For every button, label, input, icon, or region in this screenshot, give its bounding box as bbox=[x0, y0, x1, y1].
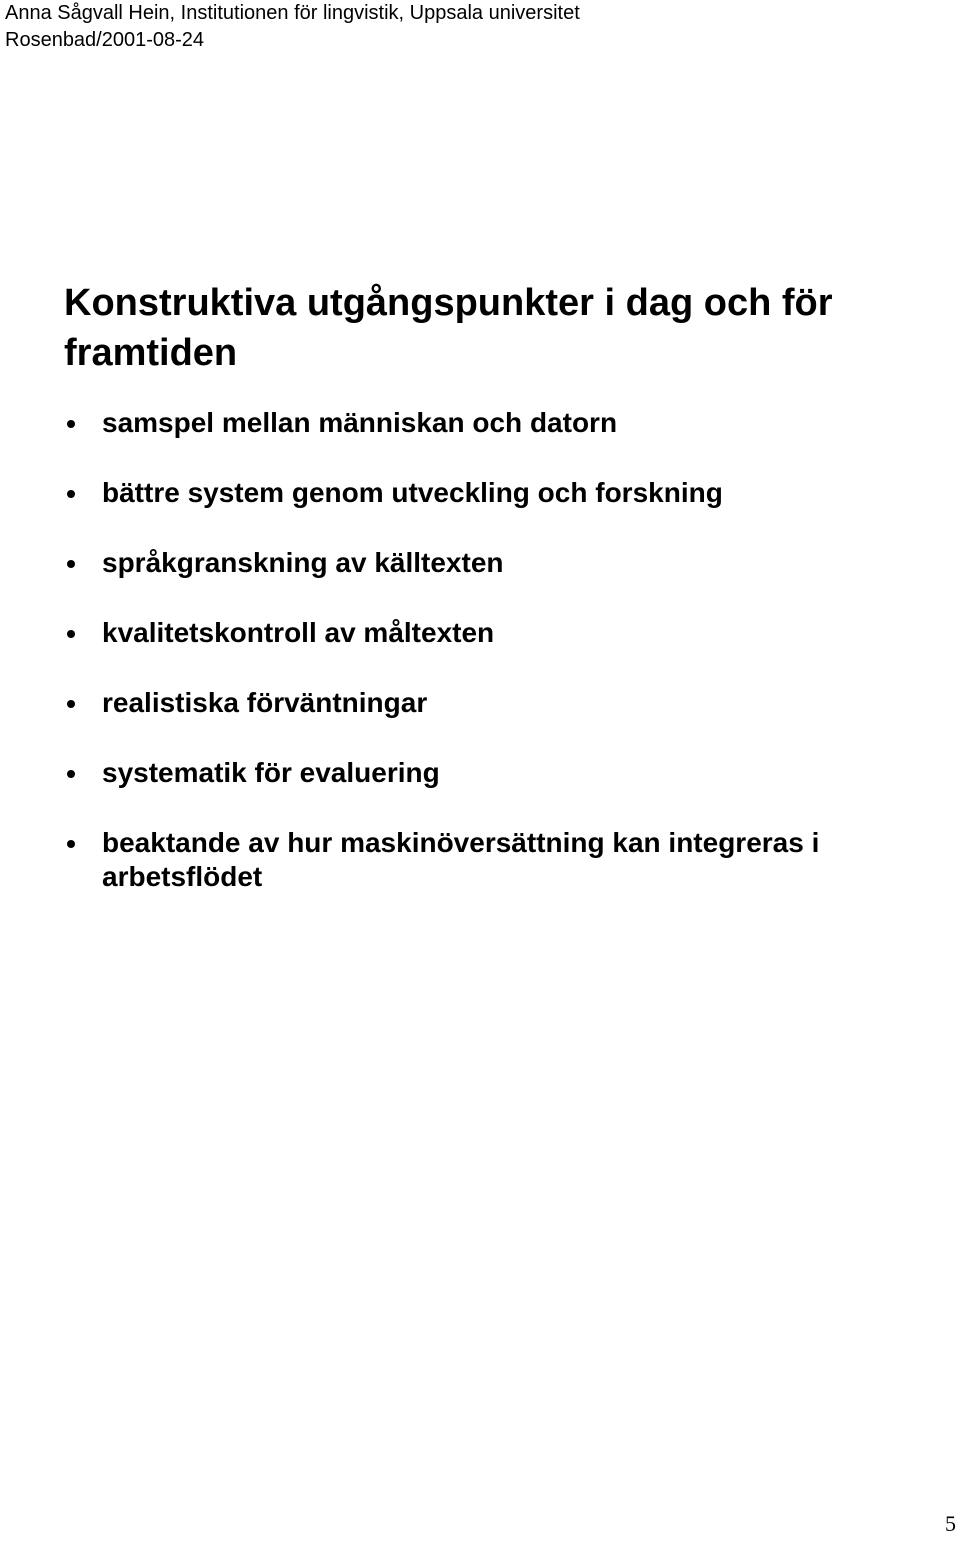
bullet-list bbox=[0, 406, 960, 930]
page-title: Konstruktiva utgångspunkter i dag och för framtiden bbox=[64, 282, 833, 374]
bullet-text: beaktande av hur maskinöversättning kan integreras i arbetsflödet bbox=[102, 827, 820, 892]
bullet-text: språkgranskning av källtexten bbox=[102, 547, 504, 578]
page-number: 5 bbox=[945, 1511, 956, 1536]
header-author-line: Anna Sågvall Hein, Institutionen för lingvistik, Uppsala universitet bbox=[5, 2, 580, 24]
page-header bbox=[5, 0, 580, 54]
bullet-item bbox=[0, 406, 960, 440]
bullet-text: systematik för evaluering bbox=[102, 757, 440, 788]
bullet-icon bbox=[67, 490, 75, 498]
bullet-icon bbox=[67, 840, 75, 848]
header-date-line: Rosenbad/2001-08-24 bbox=[5, 29, 205, 51]
bullet-text: realistiska förväntningar bbox=[102, 687, 428, 718]
bullet-item bbox=[0, 686, 960, 720]
bullet-text: samspel mellan människan och datorn bbox=[102, 407, 618, 438]
bullet-item bbox=[0, 756, 960, 790]
bullet-item bbox=[0, 616, 960, 650]
bullet-item bbox=[0, 826, 960, 894]
bullet-text: bättre system genom utveckling och forskning bbox=[102, 477, 723, 508]
bullet-item bbox=[0, 476, 960, 510]
bullet-icon bbox=[67, 700, 75, 708]
bullet-icon bbox=[67, 560, 75, 568]
bullet-icon bbox=[67, 630, 75, 638]
bullet-item bbox=[0, 546, 960, 580]
bullet-text: kvalitetskontroll av måltexten bbox=[102, 617, 495, 648]
bullet-icon bbox=[67, 420, 75, 428]
bullet-icon bbox=[67, 770, 75, 778]
